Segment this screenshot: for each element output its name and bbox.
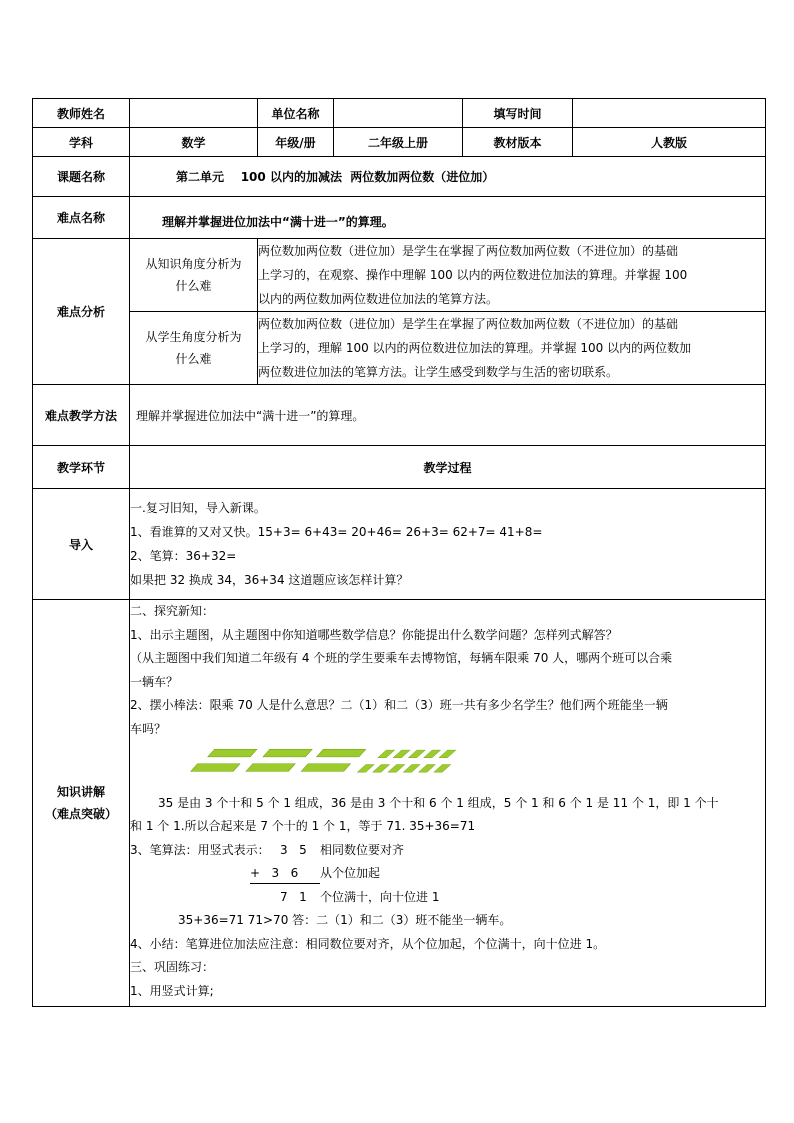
knowledge-angle-text [258,239,766,312]
text-line: 如果把 32 换成 34，36+34 这道题应该怎样计算？ [130,573,409,587]
bundle [246,764,295,772]
text-line: 2、摆小棒法：限乘 70 人是什么意思？二（1）和二（3）班一共有多少名学生？他们两个班能坐一辆 [130,698,668,712]
unit-name-value [334,99,463,128]
text-line: 以内的两位数加两位数进位加法的笔算方法。 [258,292,499,306]
knowledge-angle-line-2: 什么难 [175,279,212,293]
text-line: 车吗？ [130,721,167,736]
subject-label: 学科 [33,128,130,157]
vertical-calc-note-2: 从个位加起 [320,866,381,880]
answer-line: 35+36=71 71>70 答：二（1）和二（3）班不能坐一辆车。 [178,913,512,927]
vertical-calc-note-3: 个位满十，向十位进 1 [320,889,440,904]
practice-title: 三、巩固练习： [130,960,215,974]
stick [424,750,441,758]
student-angle-text [258,312,766,385]
edition-label: 教材版本 [463,128,573,157]
stick [408,750,425,758]
bundle [263,749,312,757]
lesson-plan-table [32,98,766,1007]
grade-value: 二年级上册 [334,128,463,157]
stick [439,750,456,758]
method-value: 理解并掌握进位加法中“满十进一”的算理。 [130,385,766,446]
text-line: 一辆车？ [130,674,179,689]
student-angle-line-2: 什么难 [175,352,212,366]
topic-label: 课题名称 [33,157,130,197]
vertical-calc-note-1: 相同数位要对齐 [320,842,405,857]
stick [388,765,405,773]
text-line: 二、探究新知： [130,604,215,618]
stick [373,765,390,773]
practice-item: 1、用竖式计算; [130,983,214,998]
stick [419,765,436,773]
unit-name-label: 单位名称 [258,99,334,128]
stick [434,765,451,773]
stick [378,750,395,758]
vertical-calc-row-1 [130,839,765,863]
vertical-calc-addend-2: + 3 6 [250,863,320,884]
vertical-calc-row-3 [130,886,765,910]
bundle [208,749,257,757]
student-angle-label [130,312,258,385]
bundle [301,764,350,772]
difficulty-value: 理解并掌握进位加法中“满十进一”的算理。 [130,197,766,239]
process-header-label: 教学环节 [33,446,130,489]
stick [357,765,374,773]
knowledge-content [130,600,766,1007]
text-line: 上学习的，在观察、操作中理解 100 以内的两位数进位加法的算理。并掌握 100 [258,268,688,282]
single-sticks [357,750,456,772]
fill-date-value [573,99,766,128]
knowledge-label [33,600,130,1007]
vertical-calc-label: 3、笔算法：用竖式表示： [130,842,270,857]
intro-content [130,489,766,600]
vertical-calc-row-2 [130,862,765,886]
stick [393,750,410,758]
analysis-label: 难点分析 [33,239,130,385]
text-line: 两位数进位加法的笔算方法。让学生感受到数学与生活的密切联系。 [258,365,619,379]
text-line: 两位数加两位数（进位加）是学生在掌握了两位数加两位数（不进位加）的基础 [258,317,679,331]
text-line: 上学习的，理解 100 以内的两位数进位加法的算理。并掌握 100 以内的两位数加 [258,341,692,355]
text-line: 1、出示主题图，从主题图中你知道哪些数学信息？你能提出什么数学问题？怎样列式解答？ [130,627,618,642]
intro-label: 导入 [33,489,130,600]
knowledge-label-line-1: 知识讲解 [56,785,105,799]
method-label: 难点教学方法 [33,385,130,446]
summary-line: 4、小结：笔算进位加法应注意：相同数位要对齐，从个位加起，个位满十，向十位进 1。 [130,936,606,951]
text-line: 2、笔算：36+32= [130,549,237,563]
difficulty-label: 难点名称 [33,197,130,239]
teacher-name-label: 教师姓名 [33,99,130,128]
text-line: （从主题图中我们知道二年级有 4 个班的学生要乘车去博物馆，每辆车限乘 70 人，哪两个班可以合乘 [130,651,673,665]
subject-value: 数学 [130,128,258,157]
student-angle-line-1: 从学生角度分析为 [145,330,242,344]
ten-stick-bundles [191,749,366,771]
text-line: 两位数加两位数（进位加）是学生在掌握了两位数加两位数（不进位加）的基础 [258,244,679,258]
topic-value: 第二单元 100 以内的加减法 两位数加两位数（进位加） [130,157,766,197]
text-line: 1、看谁算的又对又快。15+3= 6+43= 20+46= 26+3= 62+7= 41+8= [130,525,543,539]
knowledge-angle-line-1: 从知识角度分析为 [145,257,242,271]
text-line: 35 是由 3 个十和 5 个 1 组成，36 是由 3 个十和 6 个 1 组成，5 个 1 和 6 个 1 是 11 个 1，即 1 个十 [158,795,719,810]
teacher-name-value [130,99,258,128]
fill-date-label: 填写时间 [463,99,573,128]
stick-bundles-illustration [150,745,670,779]
grade-label: 年级/册 [258,128,334,157]
bundle [317,749,366,757]
text-line: 一.复习旧知，导入新课。 [130,501,266,515]
text-line: 和 1 个 1.所以合起来是 7 个十的 1 个 1，等于 71. 35+36=71 [130,819,476,833]
edition-value: 人教版 [573,128,766,157]
vertical-calc-addend-1: 3 5 [280,842,307,857]
vertical-calc-sum: 7 1 [280,889,307,904]
bundle [191,764,240,772]
process-header-value: 教学过程 [130,446,766,489]
stick [403,765,420,773]
knowledge-angle-label [130,239,258,312]
knowledge-label-line-2: （难点突破） [44,807,117,821]
